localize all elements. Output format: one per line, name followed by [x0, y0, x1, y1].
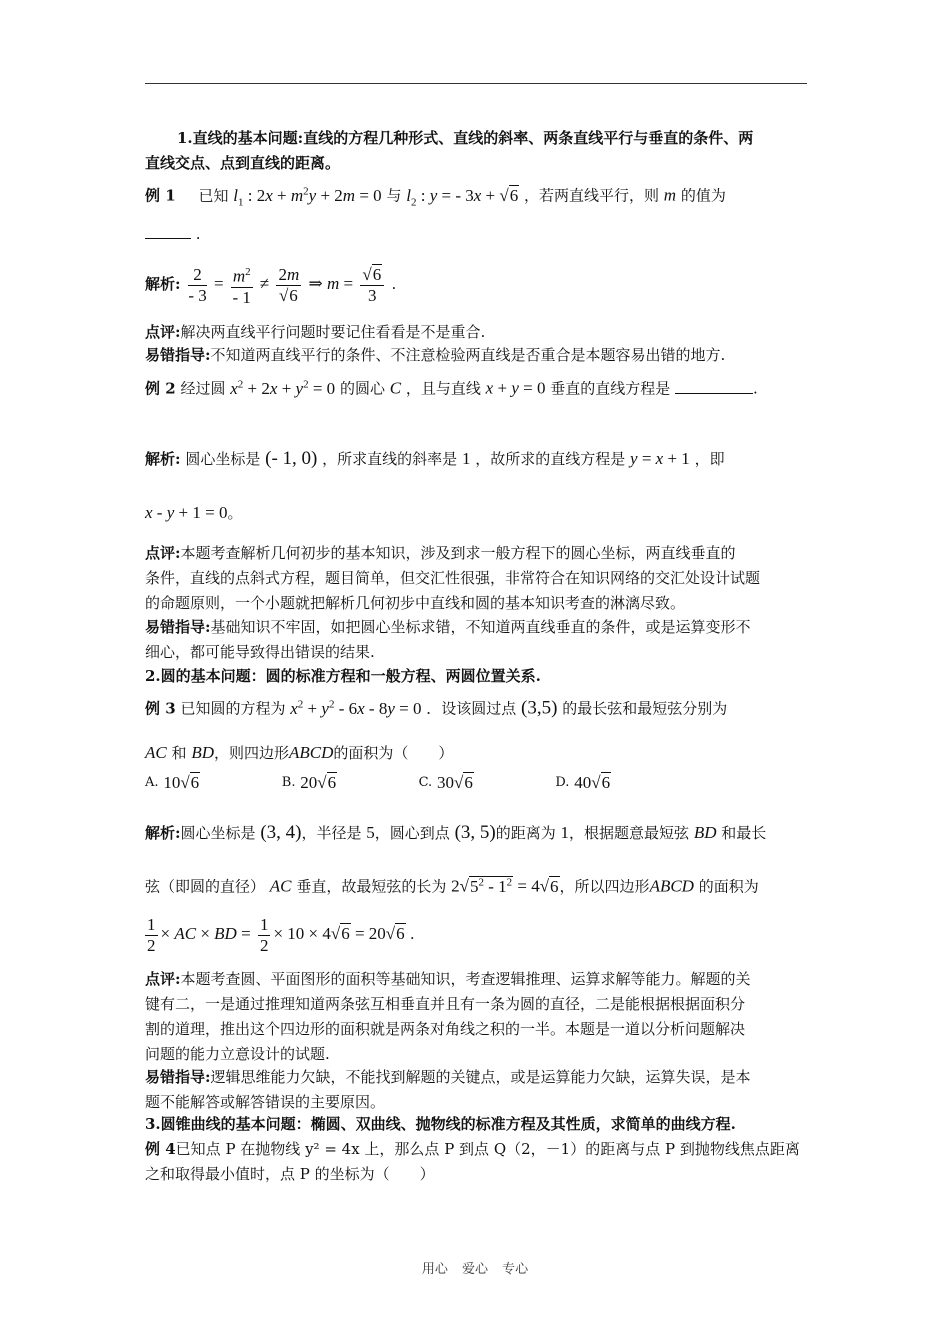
solution-3-text: ，圆心到点: [374, 824, 450, 842]
solution-3-formula: [145, 912, 807, 956]
footer-text: 用心: [421, 1262, 448, 1277]
variable-c: C: [389, 378, 402, 398]
solution-2-label: 解析:: [145, 450, 181, 468]
review-3-line: 割的道理，推出这个四边形的面积就是两条对角线之积的一半。本题是一道以分析问题解决: [145, 1020, 746, 1038]
header-rule: [145, 83, 807, 84]
example-3-text: ，则四边形: [213, 744, 289, 762]
section-1-heading-line-2: 直线交点、点到直线的距离。: [145, 154, 341, 172]
solution-3-text: ，所以四边形: [559, 877, 650, 896]
error-guide-3-line: 题不能解答或解答错误的主要原因。: [145, 1093, 386, 1111]
period: .: [195, 225, 201, 243]
error-guide-2: [145, 615, 807, 665]
distance-value: 1: [560, 823, 570, 842]
general-line-equation: x - y + 1 = 0: [145, 503, 228, 522]
solution-1-formula: $\frac{2}{- 3}$ = $\frac{m^2}{- 1}$ ≠ $\frac{2m}{√6}$ ⇒ m = $\frac{√6}{3}$: [185, 274, 391, 293]
error-guide-3-label: 易错指导:: [145, 1068, 211, 1086]
solution-1-label: 解析:: [145, 275, 181, 293]
review-3-label: 点评:: [145, 970, 181, 988]
example-1-answer-line: [145, 222, 807, 247]
example-3-text: ．设该圆过点: [426, 699, 517, 718]
error-guide-2-label: 易错指导:: [145, 618, 211, 636]
radius-value: 5: [366, 823, 375, 842]
example-3-text: 和: [171, 744, 187, 762]
error-guide-1-text: 不知道两直线平行的条件、不注意检验两直线是否重合是本题容易出错的地方.: [210, 346, 726, 364]
solution-3-text: 弦（即圆的直径）: [145, 877, 266, 896]
equation-l2: $l_2$ : y = - 3x + √6: [406, 185, 519, 209]
chord-bd: BD: [191, 743, 214, 762]
solution-2-text: ，即: [694, 450, 725, 468]
solution-3: [145, 820, 807, 846]
example-4: [145, 1137, 807, 1187]
option-value: 30: [436, 773, 454, 792]
answer-blank: [145, 238, 191, 239]
error-guide-3-line: 逻辑思维能力欠缺，不能找到解题的关键点，或是运算能力欠缺，运算失误，是本: [210, 1068, 751, 1086]
solution-3-text: ，半径是: [301, 824, 362, 842]
center-coordinate: (- 1, 0): [265, 448, 318, 469]
solution-3-text: 的面积为: [698, 877, 759, 896]
chord-bd: BD: [693, 823, 717, 842]
period: .: [753, 379, 758, 398]
example-3-text: 的面积为（ ）: [333, 744, 454, 762]
example-1-text: 的值为: [680, 186, 726, 205]
period: 。: [227, 504, 243, 522]
solution-2: [145, 446, 807, 472]
quadrilateral-abcd: ABCD: [649, 876, 694, 896]
solution-2-text: ，故所求的直线方程是: [475, 450, 626, 468]
example-3-label: 例 3: [145, 699, 176, 718]
variable-m: m: [663, 185, 677, 205]
chord-ac: AC: [269, 876, 292, 896]
equation-circle: $x^2 + 2x + y^2 = 0$: [230, 378, 336, 398]
example-4-line: 之和取得最小值时，点 P 的坐标为（ ）: [145, 1165, 435, 1183]
solution-3-text: 圆心坐标是: [180, 824, 256, 842]
option-a: A. 10√6: [145, 773, 200, 792]
section-1-heading: [145, 126, 807, 176]
example-2: [145, 372, 807, 402]
example-4-label: 例 4: [145, 1140, 176, 1158]
chord-ac: AC: [145, 743, 167, 762]
review-3-line: 本题考查圆、平面图形的面积等基础知识，考查逻辑推理、运算求解等能力。解题的关: [180, 970, 751, 988]
solution-1: [145, 262, 807, 308]
short-chord-length: $2√5^2 - 1^2 = 4√6$: [451, 876, 559, 896]
example-3-line-2: [145, 740, 807, 766]
example-4-line: 已知点 P 在抛物线 y² = 4x 上，那么点 P 到点 Q（2，－1）的距离与点 P 到抛物线焦点距离: [175, 1140, 800, 1158]
option-c: C. 30√6: [418, 773, 473, 792]
review-2-line: 本题考查解析几何初步的基本知识，涉及到求一般方程下的圆心坐标，两直线垂直的: [180, 544, 736, 562]
equation-l1: $l_1$ : $2x + m^2y + 2m = 0$: [233, 185, 382, 209]
review-1-label: 点评:: [145, 323, 181, 341]
footer-text: 专心: [502, 1262, 529, 1277]
review-1: [145, 320, 807, 345]
error-guide-2-line: 细心，都可能导致得出错误的结果.: [145, 643, 375, 661]
slope-value: 1: [461, 449, 471, 468]
solution-3-label: 解析:: [145, 824, 181, 842]
solution-3-text: 垂直，故最短弦的长为: [296, 877, 447, 896]
error-guide-3: [145, 1065, 807, 1115]
circle-equation: $x^2 + y^2 - 6x - 8y = 0$: [290, 698, 422, 718]
solution-2-result: [145, 500, 807, 526]
page-footer: [0, 1258, 950, 1277]
line-equation: y = x + 1: [630, 449, 690, 468]
example-2-text: 垂直的直线方程是: [550, 379, 671, 398]
review-3: [145, 967, 807, 1067]
error-guide-2-line: 基础知识不牢固，如把圆心坐标求错，不知道两直线垂直的条件，或是运算变形不: [210, 618, 751, 636]
option-value: 10: [163, 773, 181, 792]
solution-3-text: 的距离为: [495, 824, 556, 842]
option-letter: A.: [145, 775, 159, 790]
error-guide-1: [145, 343, 807, 368]
section-3-heading: 3.圆锥曲线的基本问题：椭圆、双曲线、抛物线的标准方程及其性质，求简单的曲线方程.: [145, 1115, 736, 1133]
example-1: [145, 179, 807, 215]
option-letter: B.: [281, 775, 296, 790]
solution-3-text: ，根据题意最短弦: [569, 824, 690, 842]
example-1-label: 例 1: [145, 186, 176, 205]
example-3-text: 已知圆的方程为: [180, 699, 286, 718]
example-3: [145, 692, 807, 722]
point-coordinate: (3, 5): [454, 822, 496, 843]
example-2-text: ，且与直线: [405, 379, 481, 398]
review-1-text: 解决两直线平行问题时要记住看看是不是重合.: [180, 323, 486, 341]
solution-2-text: 圆心坐标是: [185, 450, 261, 468]
review-3-line: 键有二，一是通过推理知道两条弦互相垂直并且有一条为圆的直径，二是能根据根据面积分: [145, 995, 746, 1013]
option-d: D. 40√6: [555, 773, 611, 792]
example-3-text: 的最长弦和最短弦分别为: [562, 699, 728, 718]
example-3-options: [145, 770, 807, 796]
center-coordinate: (3, 4): [260, 822, 302, 843]
example-2-text: 经过圆: [180, 379, 226, 398]
example-1-text: 与: [386, 186, 402, 205]
period: .: [391, 275, 397, 293]
solution-2-text: ，所求直线的斜率是: [322, 450, 458, 468]
option-letter: C.: [418, 775, 433, 790]
option-letter: D.: [555, 775, 570, 790]
example-1-text: 已知: [198, 186, 229, 205]
option-b: B. 20√6: [281, 773, 337, 792]
equation-line: x + y = 0: [485, 378, 546, 398]
footer-text: 爱心: [461, 1262, 488, 1277]
option-value: 20: [300, 773, 318, 792]
review-2-label: 点评:: [145, 544, 181, 562]
example-1-text: ，若两直线平行，则: [524, 186, 660, 205]
example-2-label: 例 2: [145, 379, 176, 398]
section-1-heading-line-1: 1.直线的基本问题:直线的方程几种形式、直线的斜率、两条直线平行与垂直的条件、两: [177, 129, 754, 147]
point-coordinate: (3,5): [521, 697, 558, 719]
answer-blank: [675, 393, 753, 394]
review-2-line: 的命题原则，一个小题就把解析几何初步中直线和圆的基本知识考查的淋漓尽致。: [145, 594, 686, 612]
example-2-text: 的圆心: [339, 379, 385, 398]
area-formula: $\frac{1}{2}$ × AC × BD = $\frac{1}{2}$ × 10 × 4√6 = 20√6: [147, 914, 405, 955]
review-2: [145, 541, 807, 616]
period: .: [409, 925, 415, 943]
quadrilateral-abcd: ABCD: [289, 743, 334, 762]
review-2-line: 条件，直线的点斜式方程，题目简单，但交汇性很强，非常符合在知识网络的交汇处设计试题: [145, 569, 761, 587]
solution-3-text: 和最长: [721, 824, 767, 842]
error-guide-1-label: 易错指导:: [145, 346, 211, 364]
option-value: 40: [574, 773, 592, 792]
review-3-line: 问题的能力立意设计的试题.: [145, 1045, 330, 1063]
solution-3-line-2: [145, 870, 807, 900]
section-2-heading: 2.圆的基本问题：圆的标准方程和一般方程、两圆位置关系.: [145, 667, 541, 685]
